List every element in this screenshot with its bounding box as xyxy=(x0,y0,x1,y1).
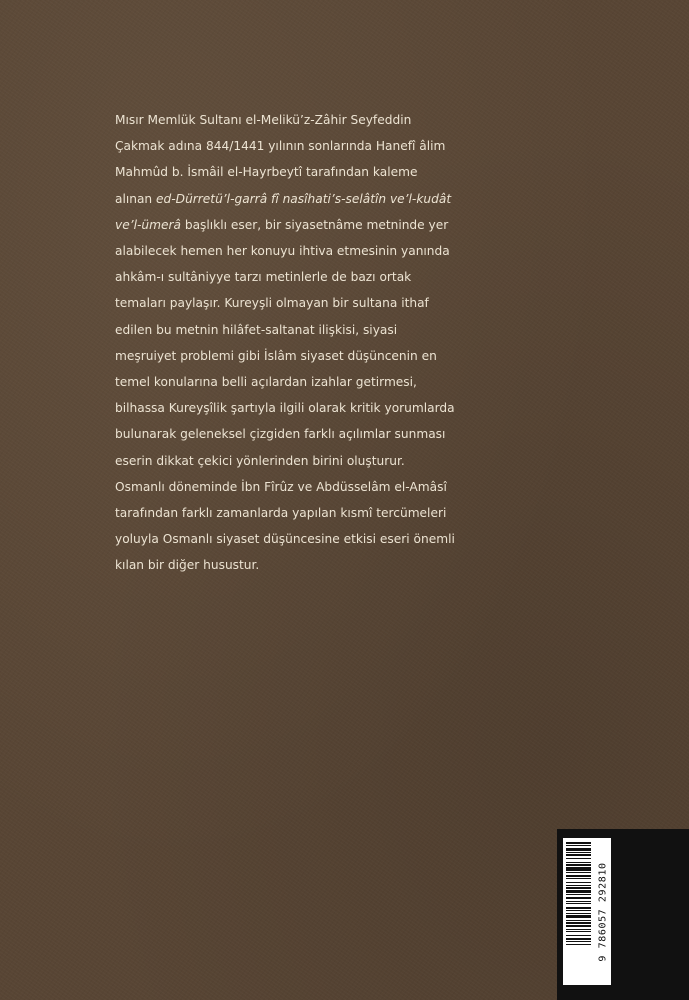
barcode-bar xyxy=(566,935,591,936)
barcode-bar xyxy=(566,925,591,927)
barcode-bar xyxy=(566,842,591,844)
barcode-bars xyxy=(566,842,591,982)
barcode-bar xyxy=(566,920,591,921)
barcode-bar xyxy=(566,894,591,895)
barcode-bar xyxy=(566,852,591,853)
barcode-bar xyxy=(566,901,591,902)
barcode-bar xyxy=(566,929,591,930)
barcode-bar xyxy=(566,845,591,846)
barcode-bar xyxy=(566,887,591,889)
barcode-bar xyxy=(566,915,591,918)
barcode-bar xyxy=(566,907,591,909)
blurb-text-part-1: Mısır Memlük Sultanı el-Melikü’z-Zâhir Seyfeddin Çakmak adına 844/1441 yılının sonlarında Hanefî âlim Mahmûd b. İsmâil el-Hayrbeytî tarafından kaleme alınan xyxy=(115,113,446,206)
barcode-bar xyxy=(566,858,591,859)
barcode-bar xyxy=(566,897,591,899)
barcode-bar xyxy=(566,878,591,879)
barcode-bar xyxy=(566,885,591,886)
blurb-text-part-2: başlıklı eser, bir siyasetnâme metninde yer alabilecek hemen her konuyu ihtiva etmesinin yanında ahkâm-ı sultâniyye tarzı metinlerle de bazı ortak temaları paylaşır. Kureyşli olmayan bir sultana ithaf edilen bu metnin hilâfet-saltanat ilişkisi, siyasi meşruiyet problemi gibi İslâm siyaset düşüncenin en temel konularına belli açılardan izahlar getirmesi, bilhassa Kureyşîlik şartıyla ilgili olarak kritik yorumlarda bulunarak geleneksel çizgiden farklı açılımlar sunması eserin dikkat çekici yönlerinden birini oluşturur. Osmanlı döneminde İbn Fîrûz ve Abdüsselâm el-Amâsî tarafından farklı zamanlarda yapılan kısmî tercümeleri yoluyla Osmanlı siyaset düşüncesine etkisi eseri önemli kılan bir diğer husustur. xyxy=(115,217,455,573)
barcode-bar xyxy=(566,944,591,945)
barcode-bar xyxy=(566,875,591,877)
barcode-bar xyxy=(566,867,591,871)
barcode-bar xyxy=(566,872,591,873)
barcode-bar xyxy=(566,938,591,940)
barcode-bar xyxy=(566,910,591,911)
barcode-bar xyxy=(566,903,591,904)
barcode-bar xyxy=(566,890,591,893)
blurb-text xyxy=(115,107,455,579)
barcode-bar xyxy=(566,862,591,863)
barcode-bar xyxy=(566,848,591,851)
barcode-bar xyxy=(566,864,591,866)
barcode-bar xyxy=(566,922,591,924)
barcode-bar xyxy=(566,854,591,856)
barcode-bar xyxy=(566,941,591,942)
blurb-book-title: ed-Dürretü’l-garrâ fî nasîhati’s-selâtîn ve’l-kudât ve’l-ümerâ xyxy=(115,191,452,232)
barcode-bar xyxy=(566,931,591,932)
barcode-bar xyxy=(566,882,591,883)
isbn-number: 9 786057 292810 xyxy=(597,862,609,962)
barcode-bar xyxy=(566,913,591,914)
